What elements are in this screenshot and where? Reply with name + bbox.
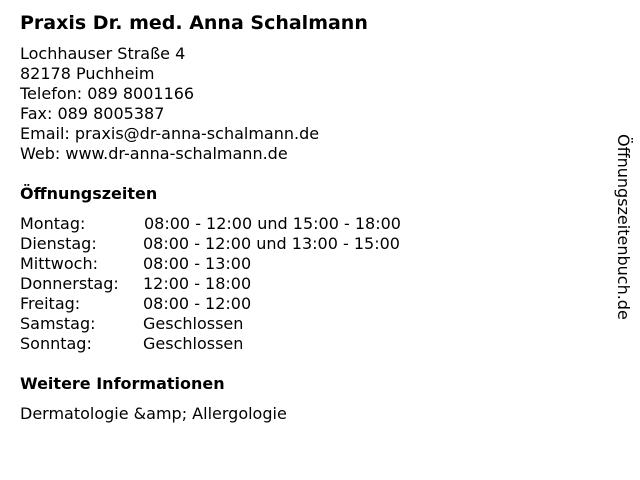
hours-row-wednesday	[20, 254, 450, 274]
day-label: Mittwoch:	[20, 254, 98, 273]
time-value: Geschlossen	[143, 314, 244, 333]
contact-block	[20, 44, 319, 164]
hours-row-tuesday	[20, 234, 450, 254]
time-value: 08:00 - 13:00	[143, 254, 252, 273]
opening-hours-table	[20, 214, 450, 354]
fax-number: Fax: 089 8005387	[20, 104, 165, 123]
hours-row-sunday	[20, 334, 450, 354]
day-label: Sonntag:	[20, 334, 92, 353]
email-address: Email: praxis@dr-anna-schalmann.de	[20, 124, 320, 143]
hours-row-saturday	[20, 314, 450, 334]
hours-row-monday	[20, 214, 450, 234]
hours-row-thursday	[20, 274, 450, 294]
time-value: Geschlossen	[143, 334, 244, 353]
day-label: Dienstag:	[20, 234, 97, 253]
time-value: 12:00 - 18:00	[143, 274, 252, 293]
hours-row-friday	[20, 294, 450, 314]
phone-number: Telefon: 089 8001166	[20, 84, 195, 103]
day-label: Samstag:	[20, 314, 96, 333]
time-value: 08:00 - 12:00 und 15:00 - 18:00	[144, 214, 401, 233]
further-info-text: Dermatologie &amp; Allergologie	[20, 404, 287, 423]
further-info-heading: Weitere Informationen	[20, 374, 225, 393]
day-label: Freitag:	[20, 294, 81, 313]
site-watermark: Öffnungszeitenbuch.de	[614, 134, 633, 320]
time-value: 08:00 - 12:00 und 13:00 - 15:00	[143, 234, 400, 253]
day-label: Donnerstag:	[20, 274, 119, 293]
practice-name: Praxis Dr. med. Anna Schalmann	[20, 12, 368, 34]
city-postcode: 82178 Puchheim	[20, 64, 155, 83]
website-address: Web: www.dr-anna-schalmann.de	[20, 144, 288, 163]
day-label: Montag:	[20, 214, 86, 233]
time-value: 08:00 - 12:00	[143, 294, 252, 313]
street-address: Lochhauser Straße 4	[20, 44, 186, 63]
opening-hours-heading: Öffnungszeiten	[20, 184, 158, 203]
